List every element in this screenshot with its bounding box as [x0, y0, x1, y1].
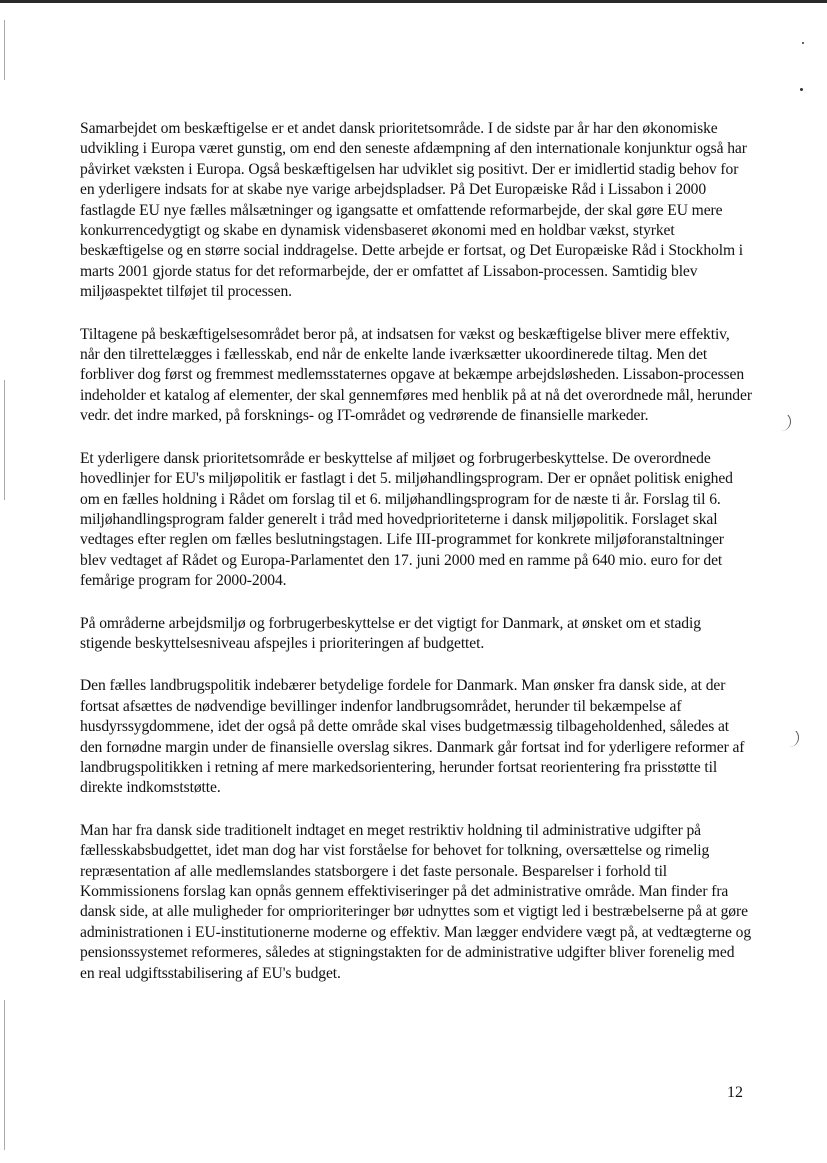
paragraph-agriculture: Den fælles landbrugspolitik indebærer betydelige fordele for Danmark. Man ønsker fra dansk side, at der fortsat afsættes de nødvendige bevillinger indenfor landbrugsområdet, herunder til bekæmpelse af husdyrssygdommene, idet der også på dette område skal vises budgetmæssig tilbageholdenhed, således at den fornødne margin under de finansielle overslag sikres. Danmark går fortsat ind for yderligere reformer af landbrugspolitikken i retning af mere markedsorientering, herunder fortsat reorientering fra prisstøtte til direkte indkomststøtte.	[80, 677, 745, 797]
paragraph-employment: Samarbejdet om beskæftigelse er et andet dansk prioritetsområde. I de sidste par år har den økonomiske udvikling i Europa været gunstig, om end den seneste afdæmpning af den internationale konjunktur også har påvirket væksten i Europa. Også beskæftigelsen har udviklet sig positivt. Der er imidlertid stadig behov for en yderligere indsats for at skabe nye varige arbejdspladser. På Det Europæiske Råd i Lissabon i 2000 fastlagde EU nye fælles målsætninger og igangsatte et omfattende reformarbejde, der skal gøre EU mere konkurrencedygtigt og skabe en dynamisk vidensbaseret økonomi med en holdbar vækst, styrket beskæftigelse og en større social inddragelse. Dette arbejde er fortsat, og Det Europæiske Råd i Stockholm i marts 2001 gjorde status for det reformarbejde, der er omfattet af Lissabon-processen. Samtidig blev miljøaspektet tilføjet til processen.	[80, 120, 747, 301]
paragraph-work-environment: På områderne arbejdsmiljø og forbrugerbeskyttelse er det vigtigt for Danmark, at ønsket om et stadig stigende beskyttelsesniveau afspejles i prioriteringen af budgettet.	[80, 614, 701, 652]
top-scan-edge	[0, 0, 827, 3]
scan-speck	[802, 42, 804, 44]
left-scan-edge	[4, 380, 5, 500]
scan-speck	[800, 88, 803, 91]
margin-bracket-mark	[786, 728, 799, 747]
paragraph-administration: Man har fra dansk side traditionelt indtaget en meget restriktiv holdning til administrative udgifter på fællesskabsbudgettet, idet man dog har vist forståelse for behovet for tolkning, oversættelse og rimelig repræsentation af alle medlemslandes statsborgere i det faste personale. Besparelser i forhold til Kommissionens forslag kan opnås gennem effektiviseringer på det administrative område. Man finder fra dansk side, at alle muligheder for omprioriteringer bør udnyttes som et vigtigt led i bestræbelserne på at gøre administrationen i EU-institutionerne moderne og effektiv. Man lægger endvidere vægt på, at vedtægterne og pensionssystemet reformeres, således at stigningstakten for de administrative udgifter bliver forenelig med en real udgiftsstabilisering af EU's budget.	[80, 821, 752, 982]
left-scan-edge	[4, 1000, 5, 1150]
margin-bracket-mark	[778, 412, 791, 431]
page-number: 12	[727, 1084, 743, 1101]
left-scan-edge	[4, 20, 5, 80]
paragraph-employment-measures: Tiltagene på beskæftigelsesområdet beror på, at indsatsen for vækst og beskæftigelse bliver mere effektiv, når den tilrettelægges i fællesskab, end når de enkelte lande iværksætter ukoordinerede tiltag. Men det forbliver dog først og fremmest medlemsstaternes opgave at bekæmpe arbejdsløsheden. Lissabon-processen indeholder et katalog af elementer, der skal gennemføres med henblik på at nå det overordnede mål, herunder vedr. det indre marked, på forsknings- og IT-området og vedrørende de finansielle markeder.	[80, 325, 752, 425]
document-body	[80, 119, 752, 1006]
paragraph-environment: Et yderligere dansk prioritetsområde er beskyttelse af miljøet og forbrugerbeskyttelse. De overordnede hovedlinjer for EU's miljøpolitik er fastlagt i det 5. miljøhandlingsprogram. Der er opnået politisk enighed om en fælles holdning i Rådet om forslag til et 6. miljøhandlingsprogram for de næste ti år. Forslag til 6. miljøhandlingsprogram falder generelt i tråd med hovedprioriteterne i dansk miljøpolitik. Forslaget skal vedtages efter reglen om fælles beslutningstagen. Life III-programmet for konkrete miljøforanstaltninger blev vedtaget af Rådet og Europa-Parlamentet den 17. juni 2000 med en ramme på 640 mio. euro for det femårige program for 2000-2004.	[80, 449, 733, 590]
